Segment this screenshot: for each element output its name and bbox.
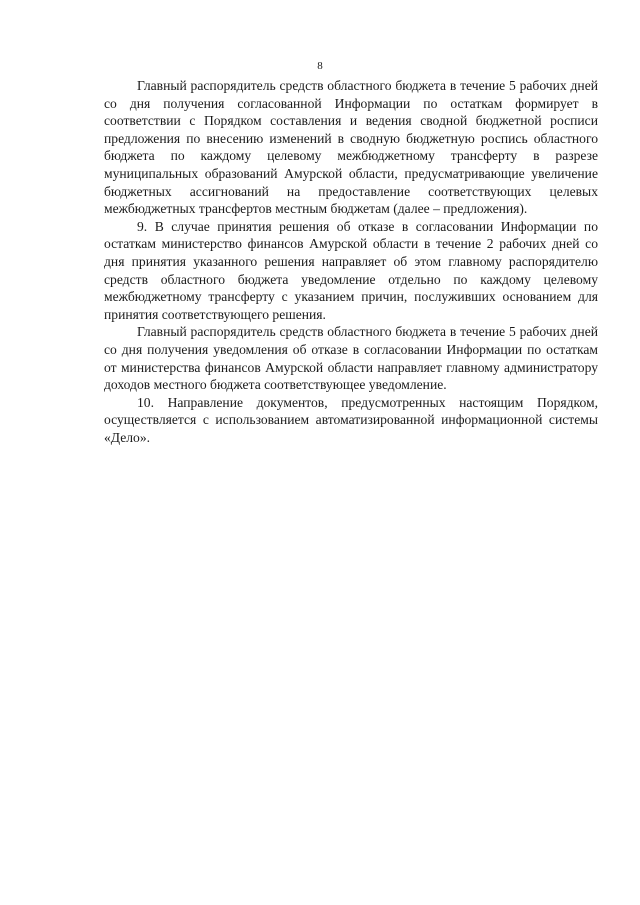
paragraph-refusal-notification: Главный распорядитель средств областного бюджета в течение 5 рабочих дней со дня получения уведомления об отказе в согласовании Информации по остаткам от министерства финансов Амурской области направляет главному администратору доходов местного бюджета соответствующее уведомление. xyxy=(104,324,598,393)
page-number: 8 xyxy=(317,60,323,72)
document-body xyxy=(104,77,598,446)
paragraph-9-refusal: 9. В случае принятия решения об отказе в согласовании Информации по остаткам министерство финансов Амурской области в течение 2 рабочих дней со дня принятия указанного решения направляет об этом главному распорядителю средств областного бюджета уведомление отдельно по каждому целевому межбюджетному трансферту с указанием причин, послуживших основанием для принятия соответствующего решения. xyxy=(104,218,598,322)
paragraph-budget-proposals: Главный распорядитель средств областного бюджета в течение 5 рабочих дней со дня получения согласованной Информации по остаткам формирует в соответствии с Порядком составления и ведения сводной бюджетной росписи предложения по внесению изменений в сводную бюджетную роспись областного бюджета по каждому целевому межбюджетному трансферту в разрезе муниципальных образований Амурской области, предусматривающие увеличение бюджетных ассигнований на предоставление соответствующих целевых межбюджетных трансфертов местным бюджетам (далее – предложения). xyxy=(104,78,598,217)
paragraph-10-document-routing: 10. Направление документов, предусмотренных настоящим Порядком, осуществляется с использованием автоматизированной информационной системы «Дело». xyxy=(104,394,598,445)
